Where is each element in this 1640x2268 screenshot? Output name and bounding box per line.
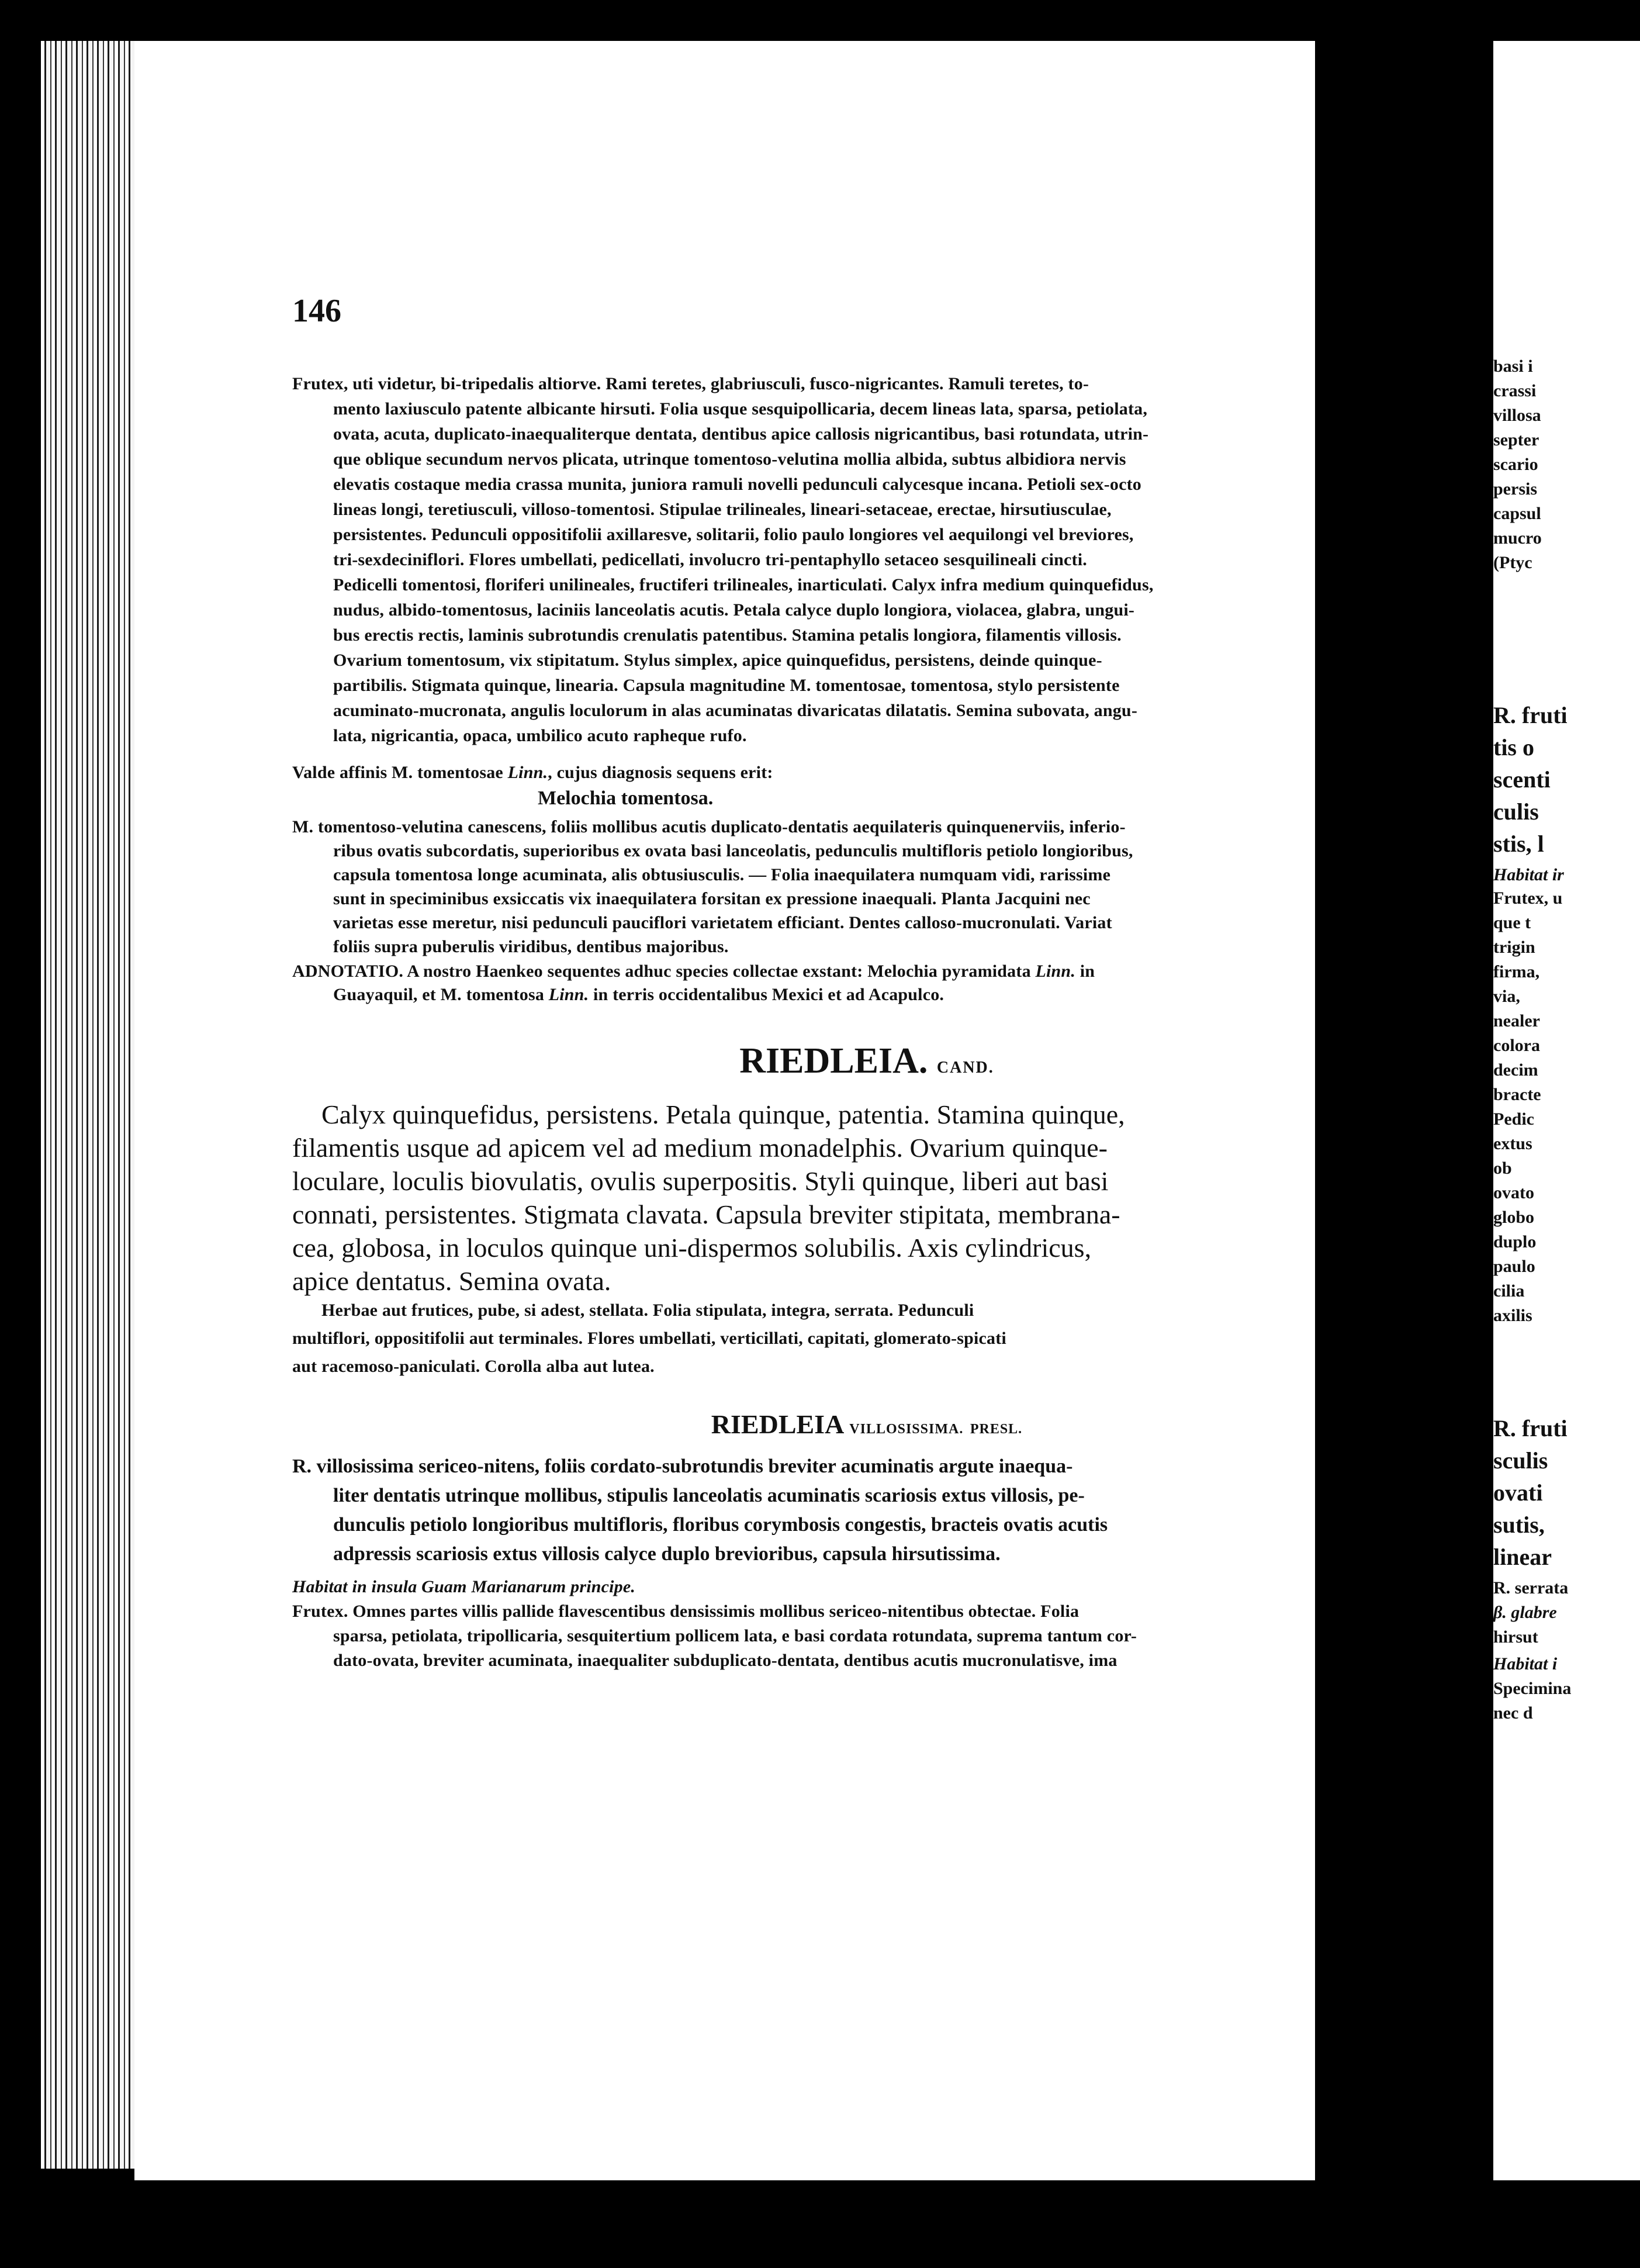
genus-desc-line: cea, globosa, in loculos quinque uni-dispermos solubilis. Axis cylindricus, bbox=[292, 1233, 1092, 1263]
species-diag-line: R. villosissima sericeo-nitens, foliis cordato-subrotundis breviter acuminatis argute inaequa- bbox=[292, 1455, 1073, 1477]
next-page-line: (Ptyc bbox=[1493, 553, 1532, 572]
next-page-line: duplo bbox=[1493, 1232, 1537, 1251]
next-page-line: ovati bbox=[1493, 1479, 1543, 1506]
final-line: sparsa, petiolata, tripollicaria, sesquitertium pollicem lata, e basi cordata rotundata, suprema tantum cor- bbox=[333, 1626, 1137, 1645]
text-line: Pedicelli tomentosi, floriferi unilineales, fructiferi trilineales, inarticulati. Calyx infra medium quinquefidus, bbox=[333, 575, 1154, 594]
next-page-line: R. fruti bbox=[1493, 702, 1568, 728]
final-line: Frutex. Omnes partes villis pallide flavescentibus densissimis mollibus sericeo-nitentibus obtectae. Folia bbox=[292, 1602, 1080, 1621]
next-page-line: linear bbox=[1493, 1544, 1552, 1570]
next-page-line: globo bbox=[1493, 1208, 1535, 1227]
next-page-line: Habitat ir bbox=[1493, 865, 1564, 884]
diagnosis-line: M. tomentoso-velutina canescens, foliis mollibus acutis duplicato-dentatis aequilateris quinquenerviis, inferio- bbox=[292, 817, 1126, 836]
next-page-line: stis, l bbox=[1493, 831, 1544, 857]
next-page-line: R. fruti bbox=[1493, 1415, 1568, 1441]
text-line: partibilis. Stigmata quinque, linearia. Capsula magnitudine M. tomentosae, tomentosa, stylo persistente bbox=[333, 676, 1120, 695]
next-page-line: que t bbox=[1493, 913, 1531, 932]
next-page-line: decim bbox=[1493, 1060, 1538, 1080]
text-line: lata, nigricantia, opaca, umbilico acuto rapheque rufo. bbox=[333, 726, 747, 745]
melochia-heading: Melochia tomentosa. bbox=[538, 787, 714, 809]
next-page-line: capsul bbox=[1493, 504, 1541, 523]
text-line: elevatis costaque media crassa munita, juniora ramuli novelli pedunculi calycesque incana. Petioli sex-octo bbox=[333, 475, 1142, 494]
next-page-text bbox=[1493, 41, 1640, 2180]
adnotatio-line-2: Guayaquil, et M. tomentosa Linn. in terris occidentalibus Mexici et ad Acapulco. bbox=[333, 985, 944, 1004]
habit-line: multiflori, oppositifolii aut terminales. Flores umbellati, verticillati, capitati, glomerato-spicati bbox=[292, 1329, 1006, 1348]
next-page-line: culis bbox=[1493, 798, 1539, 825]
text-line: Frutex, uti videtur, bi-tripedalis altiorve. Rami teretes, glabriusculi, fusco-nigricantes. Ramuli teretes, to- bbox=[292, 374, 1089, 393]
next-page-line: trigin bbox=[1493, 938, 1535, 957]
text-line: nudus, albido-tomentosus, laciniis lanceolatis acutis. Petala calyce duplo longiora, violacea, glabra, ungui- bbox=[333, 600, 1135, 620]
diagnosis-line: foliis supra puberulis viridibus, dentibus majoribus. bbox=[333, 937, 729, 956]
next-page-edge bbox=[1493, 41, 1640, 2180]
next-page-line: bracte bbox=[1493, 1085, 1541, 1104]
text-line: persistentes. Pedunculi oppositifolii axillaresve, solitarii, folio paulo longiores vel aequilongi vel breviores, bbox=[333, 525, 1134, 544]
next-page-line: colora bbox=[1493, 1036, 1540, 1055]
genus-desc-line: filamentis usque ad apicem vel ad medium monadelphis. Ovarium quinque- bbox=[292, 1133, 1108, 1163]
adnotatio-line-1: ADNOTATIO. A nostro Haenkeo sequentes adhuc species collectae exstant: Melochia pyramidata Linn. in bbox=[292, 962, 1095, 981]
next-page-line: Frutex, u bbox=[1493, 888, 1563, 908]
next-page-line: Habitat i bbox=[1493, 1654, 1558, 1674]
next-page-line: paulo bbox=[1493, 1257, 1535, 1276]
next-page-line: sutis, bbox=[1493, 1512, 1545, 1538]
next-page-line: axilis bbox=[1493, 1306, 1532, 1325]
next-page-line: septer bbox=[1493, 430, 1539, 450]
diagnosis-line: sunt in speciminibus exsiccatis vix inaequilatera forsitan ex pressione inaequali. Planta Jacquini nec bbox=[333, 889, 1091, 908]
final-line: dato-ovata, breviter acuminata, inaequaliter subduplicato-dentata, dentibus acutis mucronulatisve, ima bbox=[333, 1651, 1117, 1670]
next-page-line: crassi bbox=[1493, 381, 1537, 400]
habitat-line: Habitat in insula Guam Marianarum principe. bbox=[292, 1577, 636, 1596]
diagnosis-line: ribus ovatis subcordatis, superioribus ex ovata basi lanceolatis, pedunculis multifloris petiolo longioribus, bbox=[333, 841, 1133, 860]
page-number: 146 bbox=[292, 293, 341, 329]
genus-desc-line: apice dentatus. Semina ovata. bbox=[292, 1266, 611, 1296]
text-line: mento laxiusculo patente albicante hirsuti. Folia usque sesquipollicaria, decem lineas lata, sparsa, petiolata, bbox=[333, 399, 1148, 419]
next-page-line: mucro bbox=[1493, 528, 1542, 548]
next-page-line: firma, bbox=[1493, 962, 1540, 981]
habit-line: Herbae aut frutices, pube, si adest, stellata. Folia stipulata, integra, serrata. Pedunculi bbox=[321, 1301, 974, 1320]
next-page-line: ob bbox=[1493, 1159, 1512, 1178]
species-diag-line: liter dentatis utrinque mollibus, stipulis lanceolatis acuminatis scariosis extus villosis, pe- bbox=[333, 1485, 1085, 1506]
genus-heading: RIEDLEIA. CAND. bbox=[739, 1041, 994, 1081]
text-line: bus erectis rectis, laminis subrotundis crenulatis patentibus. Stamina petalis longiora, filamentis villosis. bbox=[333, 625, 1122, 645]
next-page-line: scario bbox=[1493, 455, 1538, 474]
next-page-line: extus bbox=[1493, 1134, 1532, 1153]
book-spine-edge bbox=[41, 41, 140, 2169]
next-page-line: nealer bbox=[1493, 1011, 1540, 1031]
genus-desc-line: Calyx quinquefidus, persistens. Petala quinque, patentia. Stamina quinque, bbox=[321, 1100, 1125, 1129]
text-line: tri-sexdeciniflori. Flores umbellati, pedicellati, involucro tri-pentaphyllo setaceo sesquilineali cincti. bbox=[333, 550, 1087, 569]
next-page-line: R. serrata bbox=[1493, 1578, 1569, 1598]
next-page-line: cilia bbox=[1493, 1281, 1525, 1301]
next-page-line: nec d bbox=[1493, 1703, 1533, 1723]
next-page-line: hirsut bbox=[1493, 1627, 1538, 1647]
next-page-line: Specimina bbox=[1493, 1679, 1572, 1698]
habit-line: aut racemoso-paniculati. Corolla alba aut lutea. bbox=[292, 1357, 655, 1376]
next-page-line: via, bbox=[1493, 987, 1520, 1006]
next-page-line: β. glabre bbox=[1493, 1603, 1557, 1622]
next-page-line: persis bbox=[1493, 479, 1537, 499]
next-page-line: scenti bbox=[1493, 766, 1551, 793]
next-page-line: ovato bbox=[1493, 1183, 1534, 1202]
text-line: acuminato-mucronata, angulis loculorum in alas acuminatas divaricatas dilatatis. Semina subovata, angu- bbox=[333, 701, 1138, 720]
genus-desc-line: loculare, loculis biovulatis, ovulis superpositis. Styli quinque, liberi aut basi bbox=[292, 1166, 1109, 1196]
species-diag-line: adpressis scariosis extus villosis calyce duplo brevioribus, capsula hirsutissima. bbox=[333, 1543, 1001, 1565]
next-page-line: sculis bbox=[1493, 1447, 1548, 1474]
text-line: que oblique secundum nervos plicata, utrinque tomentoso-velutina mollia albida, subtus albidiora nervis bbox=[333, 450, 1126, 469]
next-page-line: villosa bbox=[1493, 406, 1541, 425]
genus-desc-line: connati, persistentes. Stigmata clavata. Capsula breviter stipitata, membrana- bbox=[292, 1199, 1120, 1229]
text-line: ovata, acuta, duplicato-inaequaliterque dentata, dentibus apice callosis nigricantibus, basi rotundata, utrin- bbox=[333, 424, 1149, 444]
species-heading: RIEDLEIA VILLOSISSIMA. PRESL. bbox=[711, 1409, 1023, 1439]
species-diag-line: dunculis petiolo longioribus multifloris, floribus corymbosis congestis, bracteis ovatis acutis bbox=[333, 1514, 1108, 1536]
next-page-line: Pedic bbox=[1493, 1109, 1534, 1129]
next-page-line: basi i bbox=[1493, 357, 1533, 376]
next-page-line: tis o bbox=[1493, 734, 1534, 760]
affinis-line: Valde affinis M. tomentosae Linn., cujus diagnosis sequens erit: bbox=[292, 763, 773, 782]
diagnosis-line: capsula tomentosa longe acuminata, alis obtusiusculis. — Folia inaequilatera numquam vidi, rarissime bbox=[333, 865, 1111, 884]
text-line: Ovarium tomentosum, vix stipitatum. Stylus simplex, apice quinquefidus, persistens, deinde quinque- bbox=[333, 651, 1102, 670]
text-line: lineas longi, teretiusculi, villoso-tomentosi. Stipulae trilineales, lineari-setaceae, erectae, hirsutiusculae, bbox=[333, 500, 1112, 519]
diagnosis-line: varietas esse meretur, nisi pedunculi pauciflori varietatem efficiant. Dentes calloso-mucronulati. Variat bbox=[333, 913, 1112, 932]
